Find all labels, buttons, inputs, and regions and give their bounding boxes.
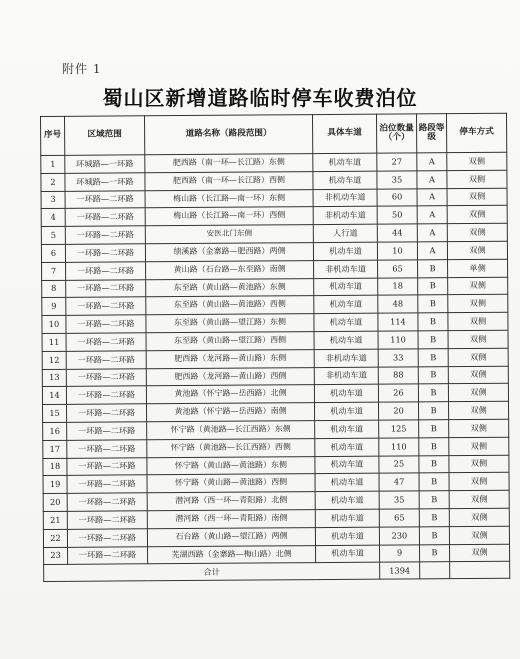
total-empty-mode xyxy=(450,562,510,579)
cell-mode: 双侧 xyxy=(448,348,508,366)
cell-no: 2 xyxy=(41,173,65,191)
cell-no: 7 xyxy=(42,262,66,280)
cell-no: 10 xyxy=(42,315,66,333)
cell-mode: 双侧 xyxy=(447,206,507,224)
cell-spots: 230 xyxy=(379,527,419,545)
cell-grade: A xyxy=(417,242,447,260)
cell-area: 一环路—二环路 xyxy=(66,386,146,404)
cell-spots: 50 xyxy=(377,206,417,224)
cell-spots: 18 xyxy=(378,277,418,295)
cell-area: 一环路—二环路 xyxy=(66,315,146,333)
cell-mode: 双侧 xyxy=(447,152,507,170)
cell-no: 20 xyxy=(43,493,67,511)
cell-spots: 27 xyxy=(377,153,417,171)
cell-no: 21 xyxy=(43,511,67,529)
cell-road: 东至路（黄山路—望江路）西侧 xyxy=(146,332,314,351)
cell-no: 11 xyxy=(42,333,66,351)
cell-no: 18 xyxy=(43,458,67,476)
cell-road: 怀宁路（黄池路—长江西路）西侧 xyxy=(147,438,315,457)
cell-spots: 25 xyxy=(379,455,419,473)
cell-mode: 双侧 xyxy=(449,401,509,419)
cell-grade: B xyxy=(419,544,449,562)
cell-spots: 65 xyxy=(379,509,419,527)
cell-no: 3 xyxy=(41,191,65,209)
cell-area: 一环路—二环路 xyxy=(65,190,145,208)
cell-lane: 机动车道 xyxy=(316,545,380,563)
cell-road: 怀宁路（黄山路—黄池路）东侧 xyxy=(147,456,315,475)
cell-road: 肥西路（南一环—长江路）西侧 xyxy=(145,171,313,190)
table-body xyxy=(41,152,510,565)
cell-road: 东至路（黄山路—黄池路）东侧 xyxy=(146,278,314,297)
header-road: 道路名称（路段范围） xyxy=(145,115,313,155)
cell-lane: 机动车道 xyxy=(314,296,378,314)
cell-grade: B xyxy=(418,277,448,295)
cell-area: 一环路—二环路 xyxy=(66,351,146,369)
cell-grade: A xyxy=(417,224,447,242)
cell-mode: 双侧 xyxy=(448,366,508,384)
cell-mode: 双侧 xyxy=(448,384,508,402)
cell-mode: 双侧 xyxy=(447,188,507,206)
cell-grade: B xyxy=(418,348,448,366)
header-no: 序号 xyxy=(41,116,65,155)
cell-spots: 35 xyxy=(379,491,419,509)
cell-lane: 机动车道 xyxy=(314,385,378,403)
document-title: 蜀山区新增道路临时停车收费泊位 xyxy=(102,86,418,110)
cell-area: 一环路—二环路 xyxy=(67,511,147,529)
cell-no: 8 xyxy=(42,280,66,298)
cell-spots: 35 xyxy=(377,171,417,189)
cell-mode: 双侧 xyxy=(449,419,509,437)
cell-area: 一环路—二环路 xyxy=(67,440,147,458)
cell-mode: 双侧 xyxy=(447,170,507,188)
cell-spots: 125 xyxy=(379,420,419,438)
cell-lane: 机动车道 xyxy=(315,456,379,474)
cell-road: 石台路（黄山路—望江路）两侧 xyxy=(147,527,315,546)
cell-spots: 60 xyxy=(377,188,417,206)
cell-mode: 双侧 xyxy=(449,508,509,526)
cell-road: 怀宁路（黄山路—黄池路）西侧 xyxy=(147,474,315,493)
cell-grade: B xyxy=(418,259,448,277)
cell-no: 9 xyxy=(42,298,66,316)
total-label: 合计 xyxy=(44,562,380,581)
cell-grade: B xyxy=(419,526,449,544)
cell-road: 怀宁路（黄池路—长江西路）东侧 xyxy=(147,421,315,440)
cell-road: 安医北门东侧 xyxy=(145,225,313,244)
cell-area: 一环路—二环路 xyxy=(65,244,145,262)
cell-lane: 机动车道 xyxy=(313,153,377,171)
cell-no: 23 xyxy=(44,547,68,565)
cell-lane: 机动车道 xyxy=(315,438,379,456)
cell-lane: 人行道 xyxy=(313,224,377,242)
cell-mode: 双侧 xyxy=(449,473,509,491)
attachment-label: 附件 1 xyxy=(62,62,102,76)
cell-spots: 9 xyxy=(380,544,420,562)
cell-grade: B xyxy=(419,491,449,509)
cell-spots: 20 xyxy=(379,402,419,420)
cell-spots: 44 xyxy=(377,224,417,242)
cell-no: 19 xyxy=(43,476,67,494)
cell-grade: B xyxy=(418,384,448,402)
cell-lane: 非机动车道 xyxy=(314,260,378,278)
total-empty-grade xyxy=(420,562,450,579)
cell-area: 一环路—二环路 xyxy=(67,422,147,440)
cell-lane: 非机动车道 xyxy=(313,189,377,207)
cell-grade: A xyxy=(417,206,447,224)
cell-road: 梅山路（长江路—南一环）东侧 xyxy=(145,189,313,208)
cell-no: 4 xyxy=(41,209,65,227)
cell-road: 黄池路（怀宁路—岳西路）北侧 xyxy=(146,385,314,404)
cell-mode: 双侧 xyxy=(448,330,508,348)
cell-road: 肥西路（龙河路—黄山路）西侧 xyxy=(146,367,314,386)
cell-spots: 114 xyxy=(378,313,418,331)
header-area: 区域范围 xyxy=(65,116,145,156)
cell-mode: 双侧 xyxy=(449,490,509,508)
cell-no: 17 xyxy=(43,440,67,458)
cell-area: 一环路—二环路 xyxy=(67,457,147,475)
cell-road: 黄池路（怀宁路—岳西路）南侧 xyxy=(147,403,315,422)
cell-spots: 47 xyxy=(379,473,419,491)
cell-lane: 机动车道 xyxy=(315,473,379,491)
cell-road: 潜河路（西一环—青阳路）南侧 xyxy=(147,510,315,529)
total-row xyxy=(44,562,510,582)
cell-area: 一环路—二环路 xyxy=(66,279,146,297)
parking-table xyxy=(40,113,510,583)
cell-area: 一环路—二环路 xyxy=(66,368,146,386)
cell-spots: 33 xyxy=(378,349,418,367)
cell-grade: B xyxy=(418,331,448,349)
cell-spots: 110 xyxy=(378,331,418,349)
cell-mode: 双侧 xyxy=(449,437,509,455)
cell-no: 5 xyxy=(41,227,65,245)
cell-grade: B xyxy=(418,366,448,384)
cell-road: 芜湖西路（金寨路—梅山路）北侧 xyxy=(148,545,316,564)
header-spots: 泊位数量（个） xyxy=(376,114,416,153)
cell-grade: B xyxy=(419,420,449,438)
cell-lane: 非机动车道 xyxy=(314,349,378,367)
cell-lane: 机动车道 xyxy=(315,509,379,527)
cell-lane: 机动车道 xyxy=(315,420,379,438)
table-header-row xyxy=(41,113,507,155)
cell-lane: 机动车道 xyxy=(315,402,379,420)
cell-grade: B xyxy=(419,437,449,455)
cell-road: 梅山路（长江路—南一环）西侧 xyxy=(145,207,313,226)
cell-mode: 双侧 xyxy=(448,295,508,313)
cell-lane: 机动车道 xyxy=(315,527,379,545)
cell-road: 绩溪路（金寨路—肥西路）两侧 xyxy=(145,243,313,262)
header-grade: 路段等级 xyxy=(416,114,446,153)
cell-no: 6 xyxy=(41,244,65,262)
cell-grade: A xyxy=(417,188,447,206)
cell-area: 环城路—一环路 xyxy=(65,173,145,191)
cell-grade: B xyxy=(419,455,449,473)
cell-area: 一环路—二环路 xyxy=(66,333,146,351)
cell-mode: 双侧 xyxy=(448,277,508,295)
cell-road: 肥西路（龙河路—黄山路）东侧 xyxy=(146,349,314,368)
cell-area: 一环路—二环路 xyxy=(68,546,148,564)
cell-road: 东至路（黄山路—黄池路）西侧 xyxy=(146,296,314,315)
cell-grade: A xyxy=(417,153,447,171)
cell-grade: B xyxy=(418,295,448,313)
cell-mode: 双侧 xyxy=(449,455,509,473)
cell-mode: 双侧 xyxy=(447,223,507,241)
cell-spots: 26 xyxy=(378,384,418,402)
cell-area: 一环路—二环路 xyxy=(67,528,147,546)
cell-mode: 双侧 xyxy=(449,526,509,544)
cell-mode: 双侧 xyxy=(447,241,507,259)
cell-grade: B xyxy=(418,313,448,331)
header-lane: 具体车道 xyxy=(312,114,376,153)
cell-lane: 机动车道 xyxy=(314,313,378,331)
cell-grade: A xyxy=(417,170,447,188)
cell-grade: B xyxy=(419,509,449,527)
cell-grade: B xyxy=(419,473,449,491)
cell-mode: 单侧 xyxy=(448,259,508,277)
cell-lane: 非机动车道 xyxy=(314,367,378,385)
cell-no: 1 xyxy=(41,155,65,173)
cell-area: 环城路—一环路 xyxy=(65,155,145,173)
cell-area: 一环路—二环路 xyxy=(66,262,146,280)
cell-area: 一环路—二环路 xyxy=(66,297,146,315)
cell-area: 一环路—二环路 xyxy=(67,475,147,493)
cell-road: 潜河路（西一环—青阳路）北侧 xyxy=(147,492,315,511)
cell-mode: 双侧 xyxy=(448,312,508,330)
cell-lane: 机动车道 xyxy=(313,242,377,260)
cell-lane: 机动车道 xyxy=(314,278,378,296)
cell-area: 一环路—二环路 xyxy=(67,493,147,511)
cell-area: 一环路—二环路 xyxy=(67,404,147,422)
cell-no: 12 xyxy=(42,351,66,369)
cell-lane: 机动车道 xyxy=(314,331,378,349)
cell-spots: 65 xyxy=(378,260,418,278)
cell-no: 15 xyxy=(43,404,67,422)
cell-road: 肥西路（南一环—长江路）东侧 xyxy=(145,154,313,173)
cell-grade: B xyxy=(419,402,449,420)
cell-no: 13 xyxy=(42,369,66,387)
cell-lane: 机动车道 xyxy=(315,491,379,509)
cell-mode: 双侧 xyxy=(449,544,509,562)
cell-lane: 机动车道 xyxy=(313,171,377,189)
cell-area: 一环路—二环路 xyxy=(65,208,145,226)
header-mode: 停车方式 xyxy=(446,113,506,152)
cell-spots: 48 xyxy=(378,295,418,313)
cell-spots: 110 xyxy=(379,438,419,456)
cell-no: 16 xyxy=(43,422,67,440)
cell-no: 22 xyxy=(43,529,67,547)
cell-area: 一环路—二环路 xyxy=(65,226,145,244)
total-spots: 1394 xyxy=(380,562,420,579)
cell-spots: 88 xyxy=(378,366,418,384)
cell-no: 14 xyxy=(42,387,66,405)
cell-lane: 非机动车道 xyxy=(313,207,377,225)
cell-road: 黄山路（石台路—东至路）南侧 xyxy=(146,260,314,279)
cell-spots: 10 xyxy=(377,242,417,260)
cell-road: 东至路（黄山路—望江路）东侧 xyxy=(146,314,314,333)
